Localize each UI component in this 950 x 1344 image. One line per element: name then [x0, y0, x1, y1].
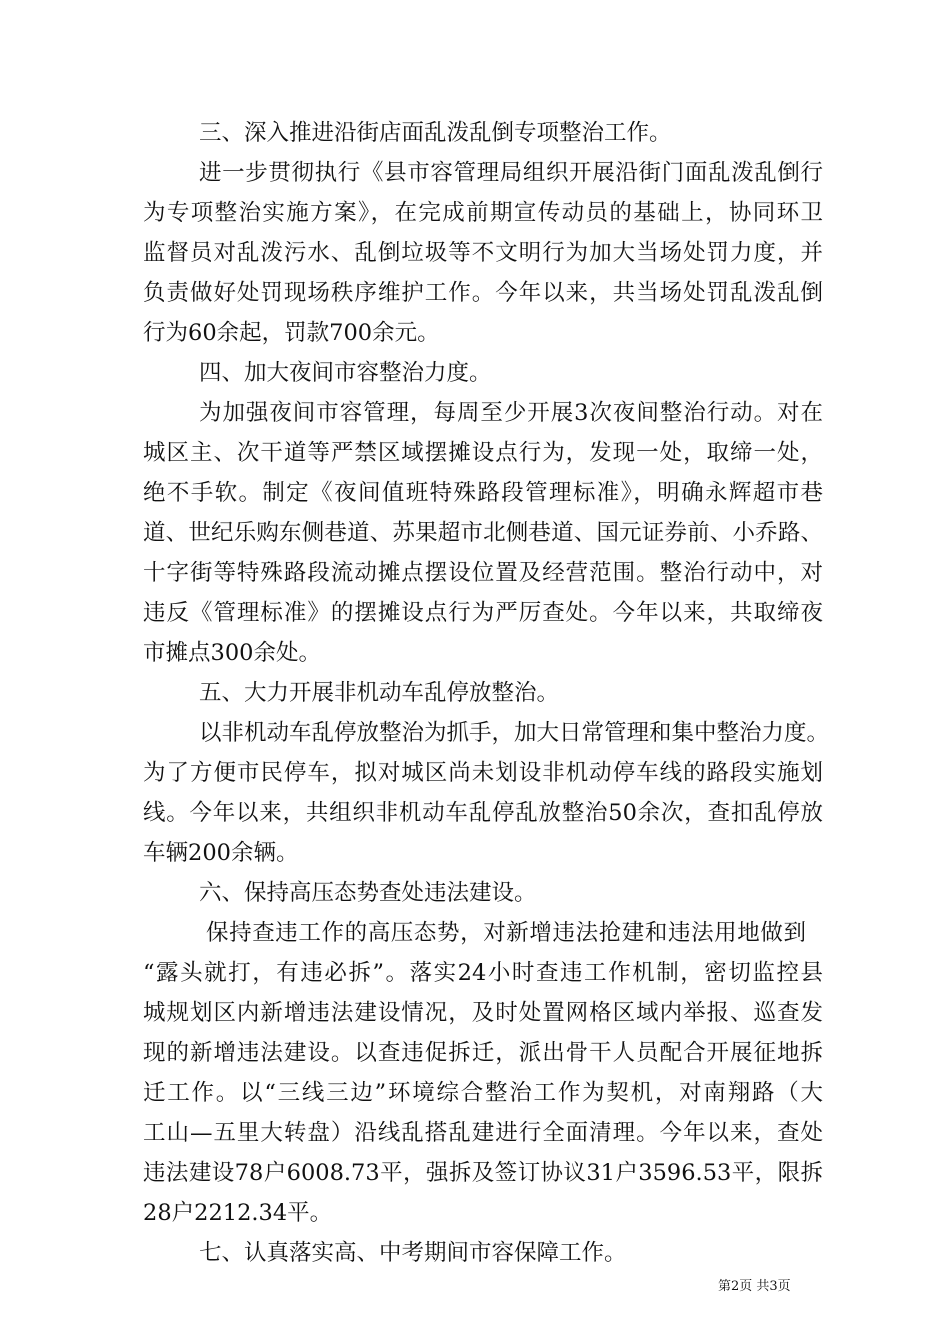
section-heading-7: 七、认真落实高、中考期间市容保障工作。	[199, 1240, 627, 1266]
paragraph-line: 进一步贯彻执行《县市容管理局组织开展沿街门面乱泼乱倒行	[199, 160, 823, 186]
paragraph-line: 迁工作。以“三线三边”环境综合整治工作为契机，对南翔路（大	[143, 1080, 823, 1106]
paragraph-line: 工山—五里大转盘）沿线乱搭乱建进行全面清理。今年以来，查处	[143, 1120, 823, 1146]
paragraph-line: 市摊点300余处。	[143, 640, 321, 666]
page-indicator: 第2页 共3页	[718, 1279, 791, 1294]
section-heading-5: 五、大力开展非机动车乱停放整治。	[199, 680, 560, 706]
paragraph-line: 违反《管理标准》的摆摊设点行为严厉查处。今年以来，共取缔夜	[143, 600, 823, 626]
paragraph-line: 违法建设78户6008.73平，强拆及签订协议31户3596.53平，限拆	[143, 1160, 823, 1186]
paragraph-line: 行为60余起，罚款700余元。	[143, 320, 440, 346]
paragraph-line: “露头就打，有违必拆”。落实24小时查违工作机制，密切监控县	[143, 960, 823, 986]
paragraph-line: 十字街等特殊路段流动摊点摆设位置及经营范围。整治行动中，对	[143, 560, 823, 586]
paragraph-line: 道、世纪乐购东侧巷道、苏果超市北侧巷道、国元证券前、小乔路、	[143, 520, 823, 546]
paragraph-line: 绝不手软。制定《夜间值班特殊路段管理标准》，明确永辉超市巷	[143, 480, 823, 506]
section-heading-4: 四、加大夜间市容整治力度。	[199, 360, 492, 386]
paragraph-line: 为了方便市民停车，拟对城区尚未划设非机动停车线的路段实施划	[143, 760, 823, 786]
section-heading-3: 三、深入推进沿街店面乱泼乱倒专项整治工作。	[199, 120, 672, 146]
paragraph-line: 车辆200余辆。	[143, 840, 299, 866]
paragraph-line: 为专项整治实施方案》，在完成前期宣传动员的基础上，协同环卫	[143, 200, 823, 226]
paragraph-line: 保持查违工作的高压态势，对新增违法抢建和违法用地做到	[206, 920, 806, 946]
paragraph-line: 监督员对乱泼污水、乱倒垃圾等不文明行为加大当场处罚力度，并	[143, 240, 823, 266]
paragraph-line: 城规划区内新增违法建设情况，及时处置网格区域内举报、巡查发	[143, 1000, 823, 1026]
paragraph-line: 28户2212.34平。	[143, 1200, 333, 1226]
paragraph-line: 以非机动车乱停放整治为抓手，加大日常管理和集中整治力度。	[199, 720, 830, 746]
paragraph-line: 城区主、次干道等严禁区域摆摊设点行为，发现一处，取缔一处，	[143, 440, 823, 466]
paragraph-line: 线。今年以来，共组织非机动车乱停乱放整治50余次，查扣乱停放	[143, 800, 823, 826]
paragraph-line: 现的新增违法建设。以查违促拆迁，派出骨干人员配合开展征地拆	[143, 1040, 823, 1066]
section-heading-6: 六、保持高压态势查处违法建设。	[199, 880, 537, 906]
paragraph-line: 为加强夜间市容管理，每周至少开展3次夜间整治行动。对在	[199, 400, 823, 426]
paragraph-line: 负责做好处罚现场秩序维护工作。今年以来，共当场处罚乱泼乱倒	[143, 280, 823, 306]
